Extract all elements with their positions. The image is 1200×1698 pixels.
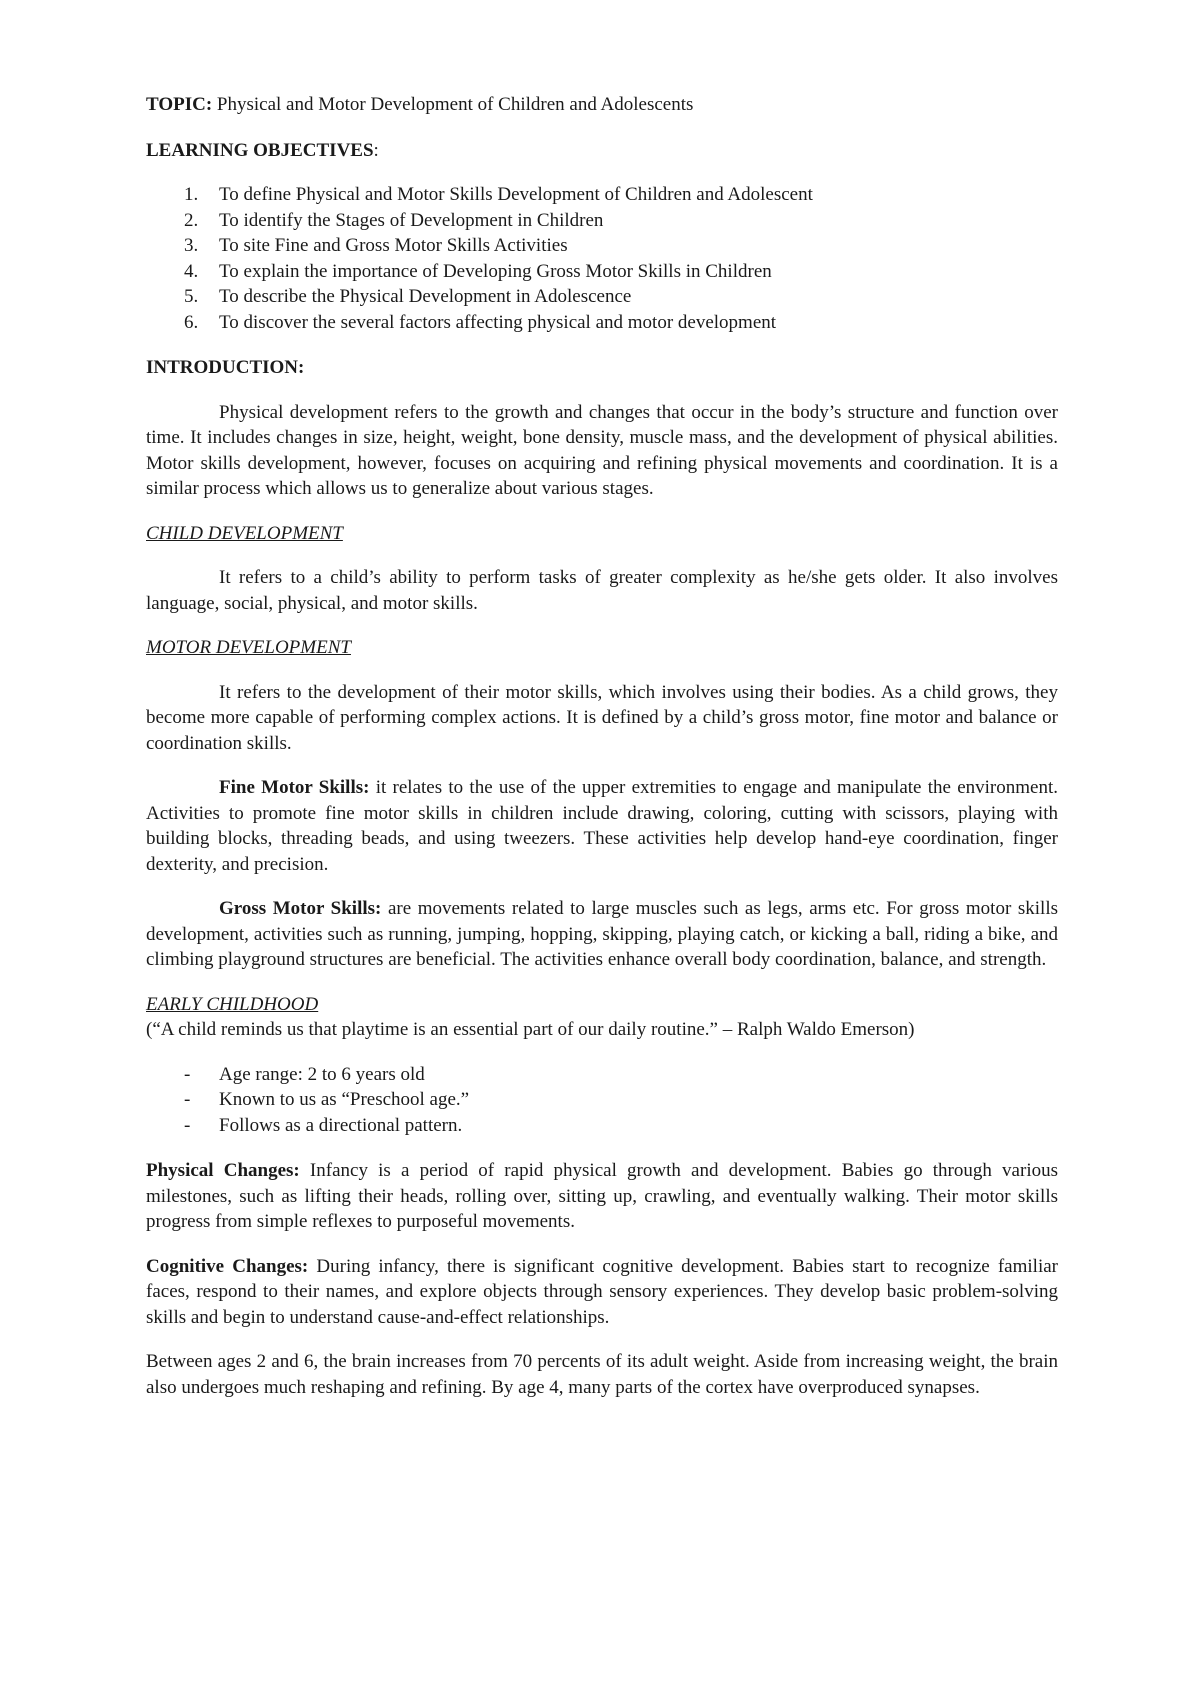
fine-motor-text: it relates to the use of the upper extremities to engage and manipulate the environment. Activities to promote fine motor skills in children include drawing, coloring, cutting with scissors, playing with building blocks, threading beads, and using tweezers. These activities help develop hand-eye coordination, finger dexterity, and precision. <box>146 777 1058 875</box>
objective-item <box>146 310 1058 336</box>
objective-text: To discover the several factors affecting physical and motor development <box>219 311 777 333</box>
objective-number: 2. <box>184 209 199 231</box>
list-item <box>146 1062 1058 1088</box>
physical-changes-label: Physical Changes: <box>146 1160 300 1181</box>
fine-motor-label: Fine Motor Skills: <box>219 777 370 798</box>
list-item-text: Age range: 2 to 6 years old <box>219 1063 425 1085</box>
brain-paragraph: Between ages 2 and 6, the brain increases from 70 percents of its adult weight. Aside from increasing weight, the brain also undergoes much reshaping and refining. By age 4, many parts of the cortex have overproduced synapses. <box>146 1351 1058 1398</box>
motor-development-title: MOTOR DEVELOPMENT <box>146 637 351 658</box>
objective-number: 3. <box>184 235 199 256</box>
objective-item <box>146 208 1058 234</box>
gross-motor-paragraph <box>146 896 1058 973</box>
objective-text: To describe the Physical Development in Adolescence <box>219 286 632 307</box>
child-development-title: CHILD DEVELOPMENT <box>146 522 343 544</box>
early-childhood-title: EARLY CHILDHOOD <box>146 993 319 1015</box>
list-item-text: Known to us as “Preschool age.” <box>219 1089 470 1110</box>
objective-number: 4. <box>184 260 199 282</box>
objective-item <box>146 284 1058 310</box>
dash-marker: - <box>184 1063 191 1085</box>
objective-text: To site Fine and Gross Motor Skills Activities <box>219 235 568 256</box>
objectives-heading-text: LEARNING OBJECTIVES <box>146 139 374 161</box>
list-item <box>146 1087 1058 1113</box>
dash-marker: - <box>184 1089 191 1110</box>
cognitive-changes-paragraph <box>146 1254 1058 1331</box>
objective-number: 5. <box>184 286 199 307</box>
cognitive-changes-label: Cognitive Changes: <box>146 1255 309 1277</box>
child-development-paragraph: It refers to a child’s ability to perform tasks of greater complexity as he/she gets older. It also involves language, social, physical, and motor skills. <box>146 567 1058 614</box>
list-item <box>146 1113 1058 1139</box>
objective-item <box>146 259 1058 285</box>
objective-text: To identify the Stages of Development in Children <box>219 209 604 231</box>
objectives-list <box>146 182 1058 335</box>
objectives-heading <box>146 138 1058 164</box>
objective-number: 6. <box>184 311 199 333</box>
objective-item <box>146 182 1058 208</box>
introduction-paragraph: Physical development refers to the growth and changes that occur in the body’s structure and function over time. It includes changes in size, height, weight, bone density, muscle mass, and the development of physical abilities. Motor skills development, however, focuses on acquiring and refining physical movements and coordination. It is a similar process which allows us to generalize about various stages. <box>146 401 1058 499</box>
objective-item <box>146 233 1058 259</box>
topic-text: Physical and Motor Development of Children and Adolescents <box>212 94 694 115</box>
motor-development-paragraph: It refers to the development of their motor skills, which involves using their bodies. As a child grows, they become more capable of performing complex actions. It is defined by a child’s gross motor, fine motor and balance or coordination skills. <box>146 681 1058 754</box>
cognitive-changes-text: During infancy, there is significant cognitive development. Babies start to recognize familiar faces, respond to their names, and explore objects through sensory experiences. They develop basic problem-solving skills and begin to understand cause-and-effect relationships. <box>146 1255 1058 1328</box>
introduction-heading: INTRODUCTION: <box>146 357 305 378</box>
list-item-text: Follows as a directional pattern. <box>219 1114 463 1136</box>
dash-marker: - <box>184 1114 191 1136</box>
emerson-quote: (“A child reminds us that playtime is an essential part of our daily routine.” – Ralph Waldo Emerson) <box>146 1019 915 1040</box>
physical-changes-text: Infancy is a period of rapid physical growth and development. Babies go through various milestones, such as lifting their heads, rolling over, sitting up, crawling, and eventually walking. Their motor skills progress from simple reflexes to purposeful movements. <box>146 1160 1058 1232</box>
physical-changes-paragraph <box>146 1158 1058 1235</box>
topic-line <box>146 92 1058 118</box>
document-page <box>146 92 1058 1419</box>
objectives-heading-colon: : <box>373 139 379 161</box>
topic-label: TOPIC: <box>146 94 213 115</box>
early-childhood-list <box>146 1062 1058 1139</box>
objective-text: To define Physical and Motor Skills Development of Children and Adolescent <box>219 184 813 205</box>
objective-number: 1. <box>184 184 199 205</box>
objective-text: To explain the importance of Developing Gross Motor Skills in Children <box>219 260 772 282</box>
fine-motor-paragraph <box>146 775 1058 877</box>
gross-motor-label: Gross Motor Skills: <box>219 898 382 919</box>
gross-motor-text: are movements related to large muscles such as legs, arms etc. For gross motor skills development, activities such as running, jumping, hopping, skipping, playing catch, or kicking a ball, riding a bike, and climbing playground structures are beneficial. The activities enhance overall body coordination, balance, and strength. <box>146 898 1058 970</box>
